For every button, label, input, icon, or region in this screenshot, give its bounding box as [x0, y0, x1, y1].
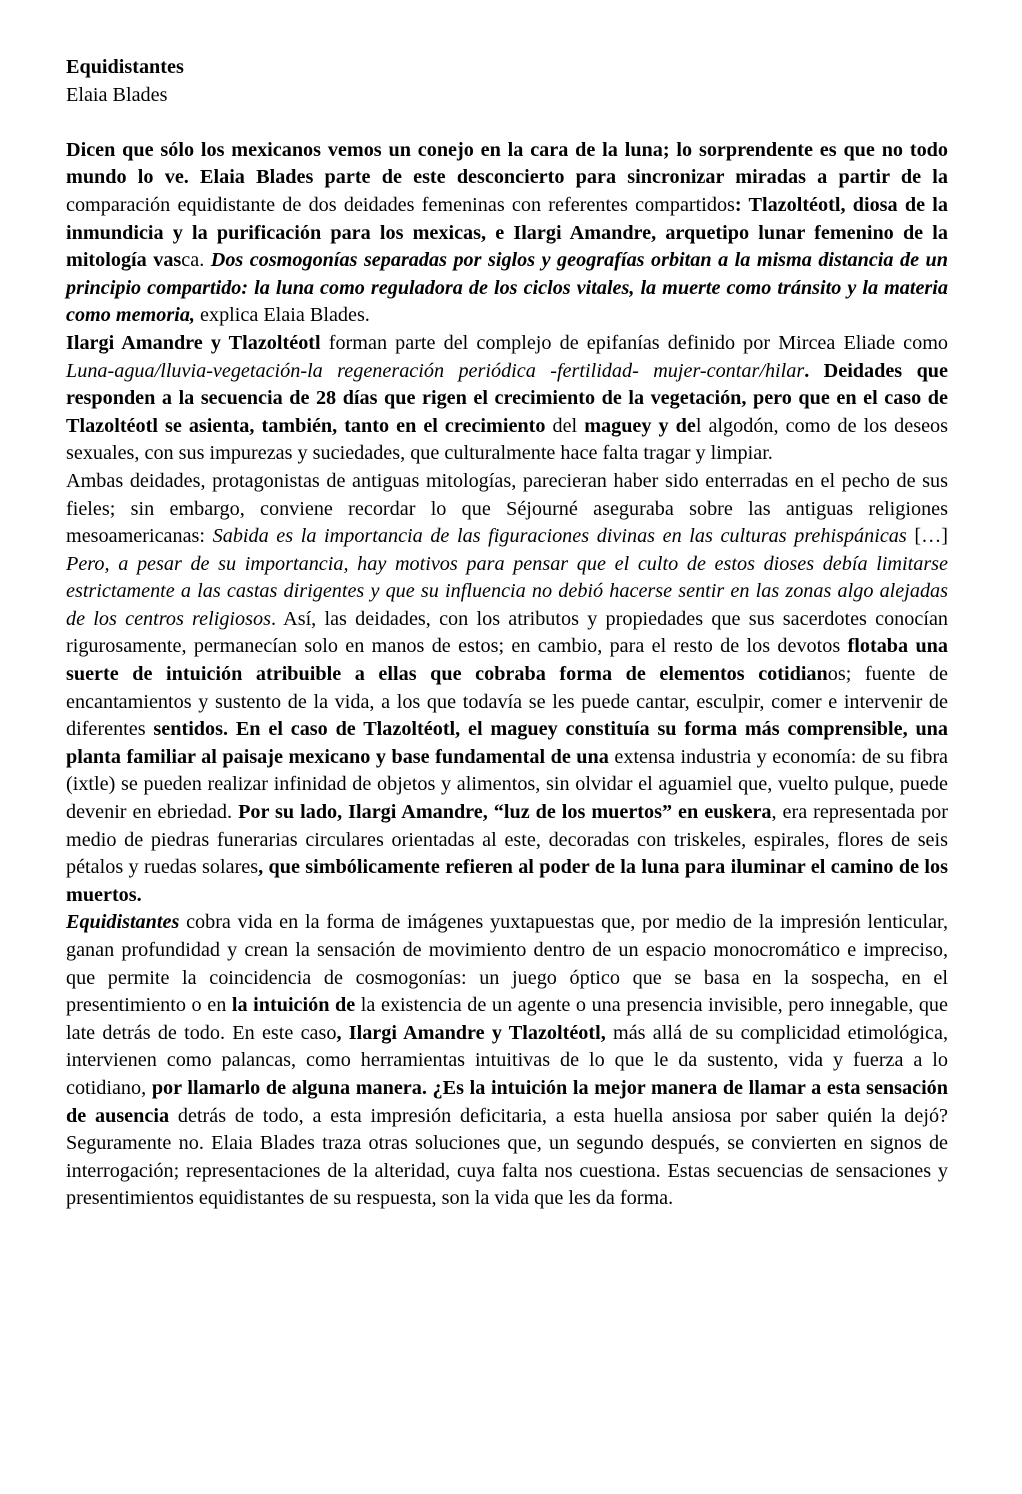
text-run: , era representada por medio de piedras funerarias circulares orientadas al este, decoradas con triskeles, espirales, flores de seis pétalos y ruedas solares [66, 801, 949, 879]
text-run: la intuición de [231, 994, 356, 1017]
text-run: Dicen que sólo los mexicanos vemos un conejo en la cara de la luna; lo sorprendente es que no todo mundo lo ve. Elaia Blades parte de este desconcierto para sincronizar miradas a partir de la [66, 138, 948, 189]
document-author: Elaia Blades [66, 83, 168, 106]
text-run: más allá de su complicidad etimológica, intervienen como palancas, como herramientas intuitivas de lo que le da sustento, vida y fuerza a lo cotidiano, [66, 1021, 949, 1099]
body-paragraph [66, 330, 948, 468]
text-run: flotaba una suerte de intuición atribuible a ellas que cobraba forma de elementos cotidian [66, 635, 948, 686]
text-run: sentidos. En el caso de Tlazoltéotl, el maguey constituía su forma más comprensible, una planta familiar al paisaje mexicano y base fundamental de una [66, 718, 949, 768]
body-paragraph [66, 909, 948, 1213]
text-run: : Tlazoltéotl, diosa de la inmundicia y la purificación para los mexicas, e Ilargi Amandre, arquetipo lunar femenino de la mitología vas [66, 193, 948, 272]
text-run: ca. [181, 249, 211, 272]
text-run: Equidistantes [66, 911, 180, 934]
text-run: , que simbólicamente refieren al poder de la luna para iluminar el camino de los muertos. [66, 856, 948, 906]
text-run: Ambas deidades, protagonistas de antiguas mitologías, parecieran haber sido enterradas en el pecho de sus fieles; sin embargo, conviene recordar lo que Séjourné aseguraba sobre las antiguas religiones mesoamericanas: [66, 469, 948, 548]
text-run: Ilargi Amandre y Tlazoltéotl [66, 331, 321, 354]
text-run: del [545, 414, 585, 437]
body-paragraph [66, 137, 948, 330]
text-run: Por su lado, Ilargi Amandre, “luz de los muertos” en euskera [238, 801, 772, 824]
text-run: . Así, las deidades, con los atributos y propiedades que sus sacerdotes conocían rigurosamente, permanecían solo en manos de estos; en cambio, para el resto de los devotos [66, 607, 948, 658]
text-run: por llamarlo de alguna manera. ¿Es la intuición la mejor manera de llamar a esta sensación de ausencia [66, 1076, 948, 1127]
text-run: Dos cosmogonías separadas por siglos y geografías orbitan a la misma distancia de un principio compartido: la luna como reguladora de los ciclos vitales, la muerte como tránsito y la materia como memoria, [66, 249, 948, 327]
body-paragraph [66, 468, 948, 910]
text-run: forman parte del complejo de epifanías definido por Mircea Eliade como [320, 331, 948, 354]
text-run: detrás de todo, a esta impresión deficitaria, a esta huella ansiosa por saber quién la dejó? Seguramente no. Elaia Blades traza otras soluciones que, un segundo después, se convierten en signos de interrogación; representaciones de la alteridad, cuya falta nos cuestiona. Estas secuencias de sensaciones y presentimientos equidistantes de su respuesta, son la vida que les da forma. [66, 1104, 948, 1210]
document-title: Equidistantes [66, 56, 184, 78]
text-run: la existencia de un agente o una presencia invisible, pero innegable, que late detrás de todo. En este caso [66, 994, 948, 1044]
text-run: extensa industria y economía: de su fibra (ixtle) se pueden realizar infinidad de objetos y alimentos, sin olvidar el aguamiel que, vuelto pulque, puede devenir en ebriedad. [66, 745, 948, 824]
text-run: Sabida es la importancia de las figuraciones divinas en las culturas prehispánicas [212, 525, 907, 548]
text-run: cobra vida en la forma de imágenes yuxtapuestas que, por medio de la impresión lenticular, ganan profundidad y crean la sensación de movimiento dentro de un espacio monocromático e impreciso, que permite la coincidencia de cosmogonías: un juego óptico que se basa en la sospecha, en el presentimiento o en [66, 911, 948, 1017]
text-run: maguey y de [584, 414, 696, 437]
document-page [66, 54, 948, 1213]
text-run: comparación equidistante de dos deidades femeninas con referentes compartidos [66, 193, 735, 216]
text-run: explica Elaia Blades. [194, 304, 370, 327]
text-run: , Ilargi Amandre y Tlazoltéotl, [336, 1021, 606, 1044]
text-run: Luna-agua/lluvia-vegetación-la regeneración periódica -fertilidad- mujer-contar/hilar [66, 359, 805, 382]
text-run: os; fuente de encantamientos y sustento de la vida, a los que todavía se les puede cantar, esculpir, comer e intervenir de diferentes [66, 663, 948, 741]
text-run: Pero, a pesar de su importancia, hay motivos para pensar que el culto de estos dioses debía limitarse estrictamente a las castas dirigentes y que su influencia no debió hacerse sentir en las zonas algo alejadas de los centros religiosos [66, 552, 948, 630]
text-run: . Deidades que responden a la secuencia de 28 días que rigen el crecimiento de la vegetación, pero que en el caso de Tlazoltéotl se asienta, también, tanto en el crecimiento [66, 359, 948, 437]
text-run: […] [906, 525, 948, 548]
text-run: l algodón, como de los deseos sexuales, con sus impurezas y suciedades, que culturalmente hace falta tragar y limpiar. [66, 414, 948, 465]
